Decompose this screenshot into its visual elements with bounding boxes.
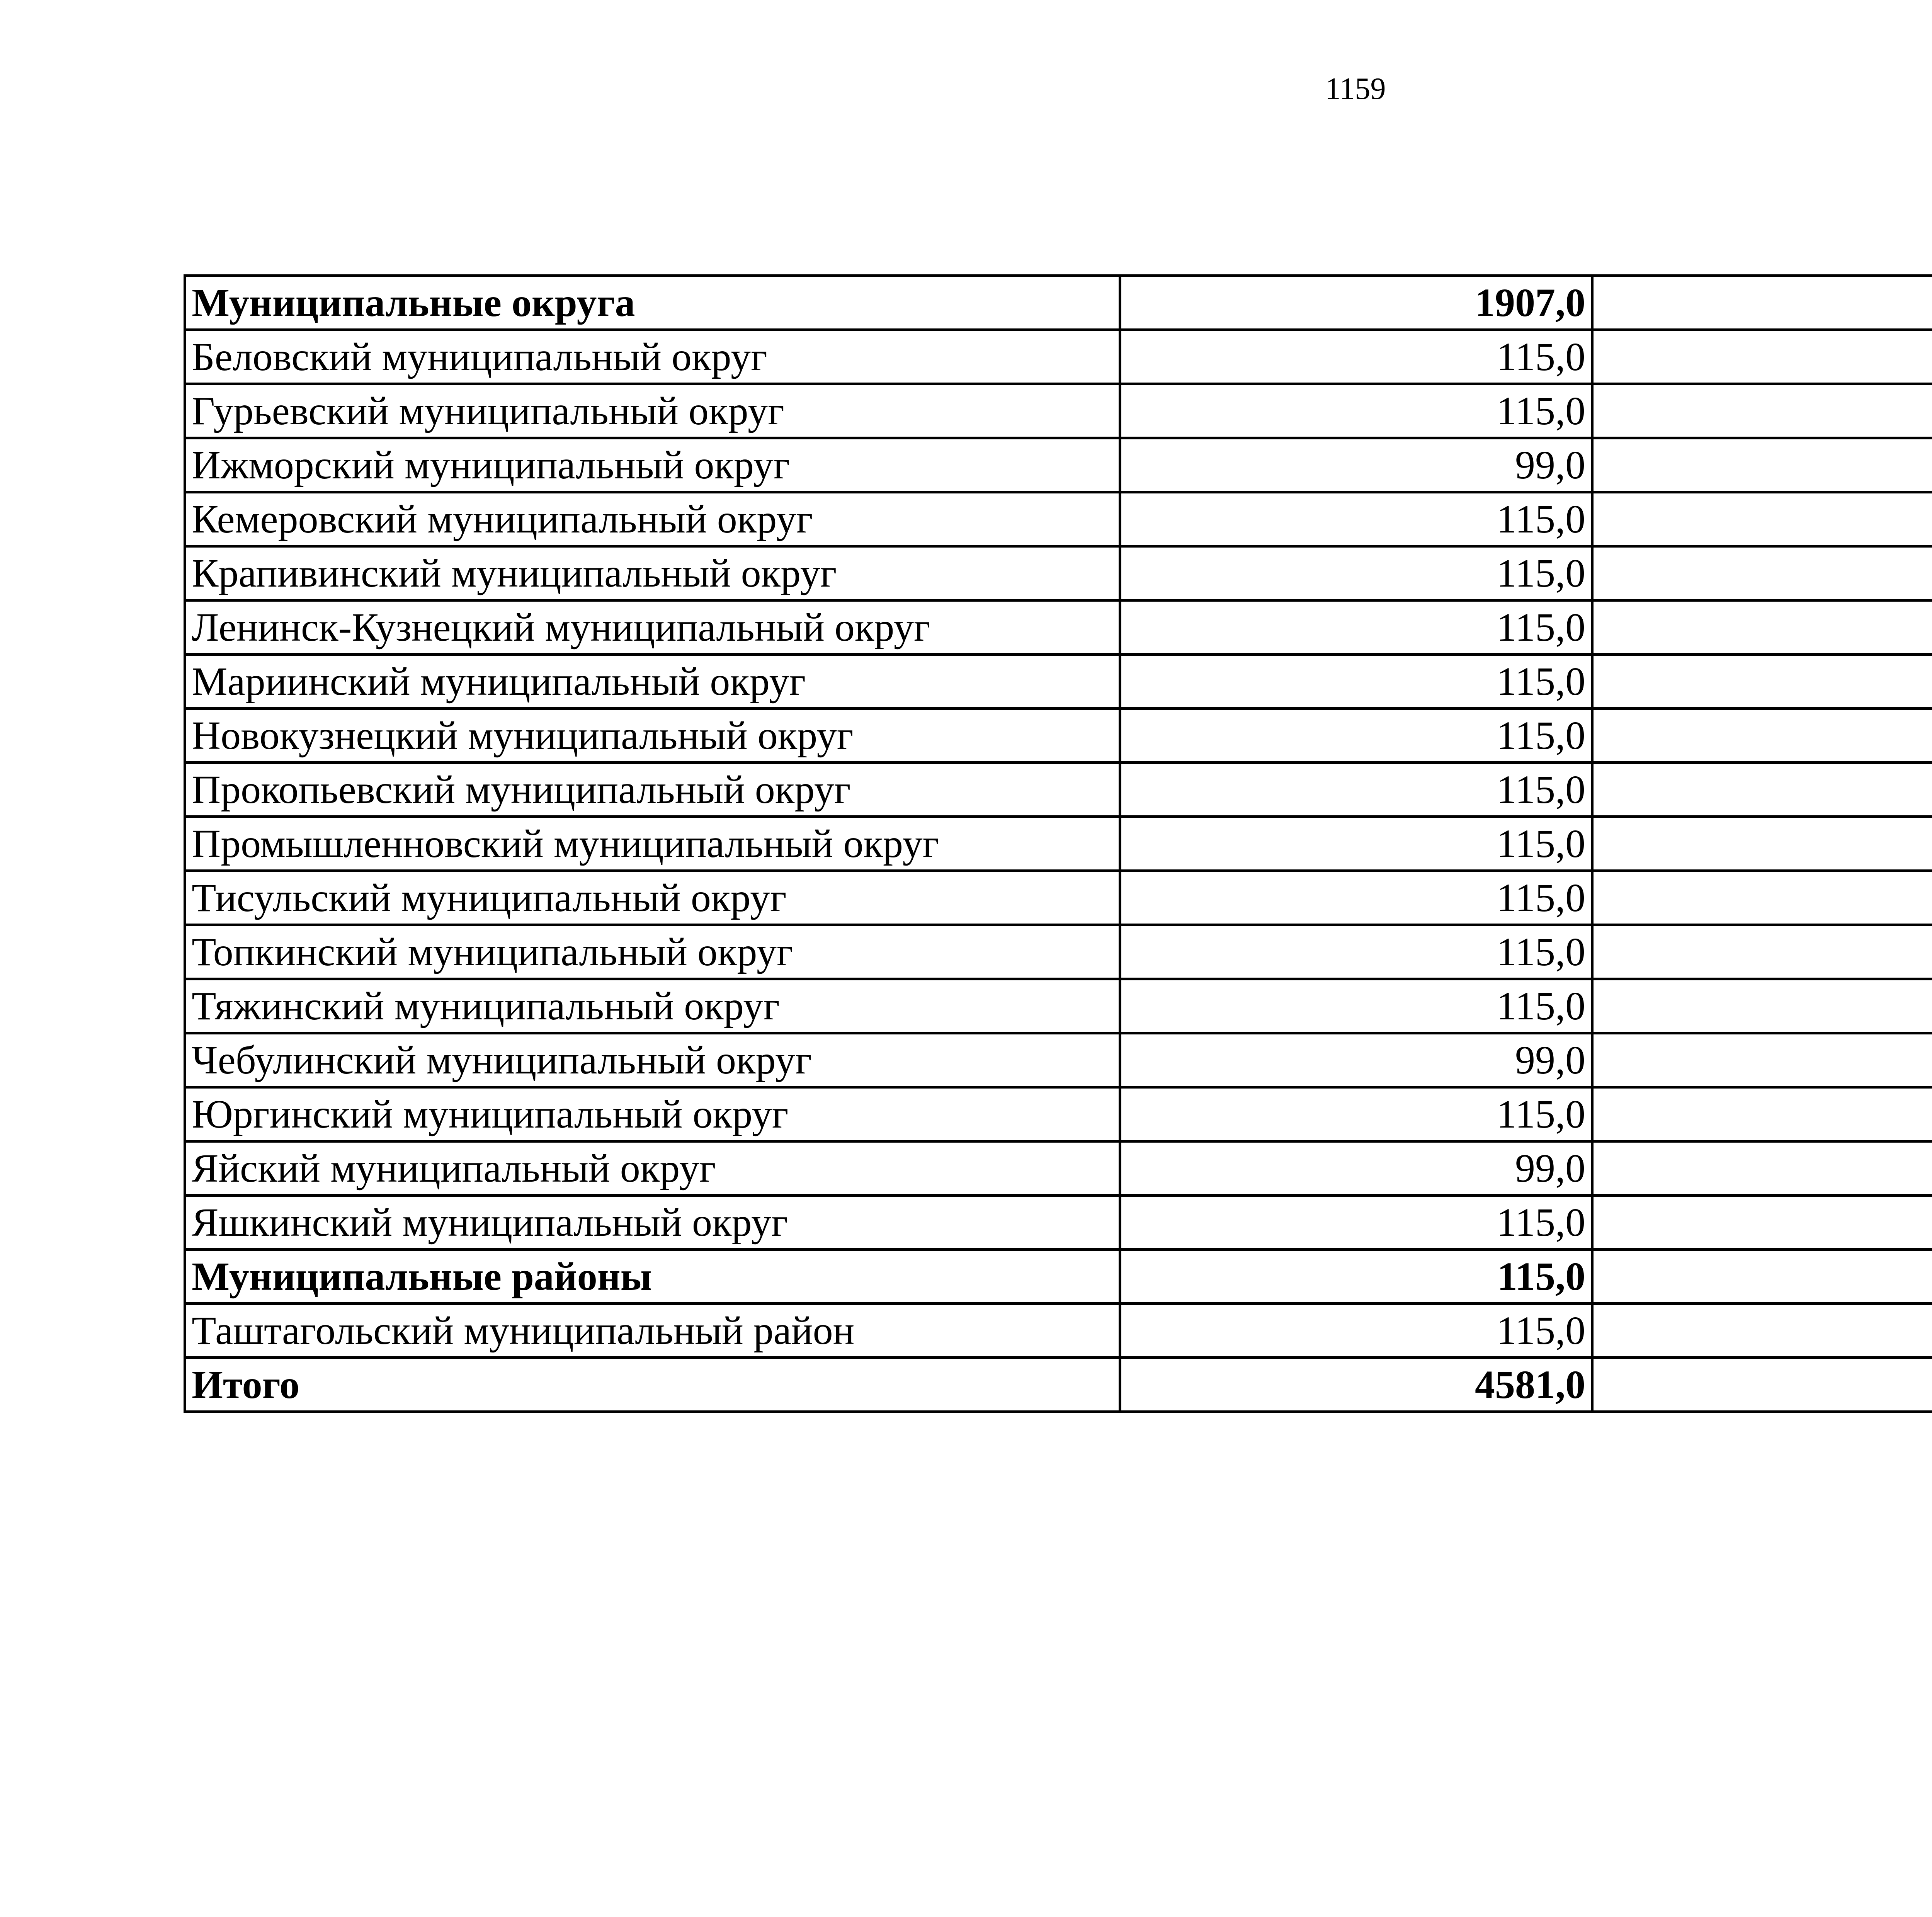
table-row (185, 1304, 1932, 1358)
table-group-row (185, 1358, 1932, 1412)
table-row (185, 330, 1932, 384)
value-cell-2 (1592, 817, 1932, 871)
value-cell-2 (1592, 709, 1932, 763)
value-cell-1: 115,0 (1120, 1304, 1592, 1358)
value-cell-2 (1592, 655, 1932, 709)
value-cell-1: 1907,0 (1120, 276, 1592, 330)
row-label-cell: Кемеровский муниципальный округ (185, 492, 1120, 546)
table-row (185, 1141, 1932, 1196)
row-label-cell: Юргинский муниципальный округ (185, 1087, 1120, 1141)
table-body (185, 276, 1932, 1412)
page-number: 1159 (1325, 72, 1386, 106)
value-cell-1: 115,0 (1120, 817, 1592, 871)
table-row (185, 492, 1932, 546)
value-cell-2 (1592, 763, 1932, 817)
row-label-cell: Яшкинский муниципальный округ (185, 1196, 1120, 1250)
table-row (185, 925, 1932, 979)
row-label-cell: Итого (185, 1358, 1120, 1412)
value-cell-1: 115,0 (1120, 655, 1592, 709)
row-label-cell: Промышленновский муниципальный округ (185, 817, 1120, 871)
value-cell-2 (1592, 330, 1932, 384)
value-cell-1: 115,0 (1120, 979, 1592, 1033)
value-cell-2 (1592, 438, 1932, 492)
row-label-cell: Крапивинский муниципальный округ (185, 546, 1120, 600)
value-cell-1: 99,0 (1120, 1033, 1592, 1087)
value-cell-2 (1592, 276, 1932, 330)
row-label-cell: Ижморский муниципальный округ (185, 438, 1120, 492)
row-label-cell: Таштагольский муниципальный район (185, 1304, 1120, 1358)
table-row (185, 438, 1932, 492)
value-cell-1: 115,0 (1120, 492, 1592, 546)
value-cell-2 (1592, 1087, 1932, 1141)
value-cell-2 (1592, 979, 1932, 1033)
table-group-row (185, 1250, 1932, 1304)
value-cell-1: 115,0 (1120, 600, 1592, 655)
table-group-row (185, 276, 1932, 330)
value-cell-1: 115,0 (1120, 709, 1592, 763)
row-label-cell: Муниципальные районы (185, 1250, 1120, 1304)
row-label-cell: Тисульский муниципальный округ (185, 871, 1120, 925)
value-cell-2 (1592, 384, 1932, 438)
row-label-cell: Новокузнецкий муниципальный округ (185, 709, 1120, 763)
table-row (185, 1196, 1932, 1250)
value-cell-1: 115,0 (1120, 763, 1592, 817)
value-cell-1: 99,0 (1120, 1141, 1592, 1196)
row-label-cell: Прокопьевский муниципальный округ (185, 763, 1120, 817)
row-label-cell: Тяжинский муниципальный округ (185, 979, 1120, 1033)
value-cell-2 (1592, 1196, 1932, 1250)
value-cell-1: 115,0 (1120, 330, 1592, 384)
row-label-cell: Яйский муниципальный округ (185, 1141, 1120, 1196)
table-row (185, 546, 1932, 600)
value-cell-2 (1592, 1033, 1932, 1087)
table-row (185, 1033, 1932, 1087)
value-cell-2 (1592, 1304, 1932, 1358)
table-row (185, 384, 1932, 438)
value-cell-2 (1592, 600, 1932, 655)
value-cell-2 (1592, 925, 1932, 979)
row-label-cell: Чебулинский муниципальный округ (185, 1033, 1120, 1087)
row-label-cell: Ленинск-Кузнецкий муниципальный округ (185, 600, 1120, 655)
table-row (185, 817, 1932, 871)
value-cell-2 (1592, 546, 1932, 600)
value-cell-1: 99,0 (1120, 438, 1592, 492)
value-cell-1: 115,0 (1120, 1087, 1592, 1141)
table-row (185, 979, 1932, 1033)
value-cell-1: 115,0 (1120, 546, 1592, 600)
table-row (185, 1087, 1932, 1141)
row-label-cell: Гурьевский муниципальный округ (185, 384, 1120, 438)
value-cell-1: 115,0 (1120, 925, 1592, 979)
row-label-cell: Муниципальные округа (185, 276, 1120, 330)
value-cell-1: 115,0 (1120, 1250, 1592, 1304)
value-cell-1: 115,0 (1120, 1196, 1592, 1250)
table-row (185, 763, 1932, 817)
value-cell-1: 115,0 (1120, 384, 1592, 438)
row-label-cell: Топкинский муниципальный округ (185, 925, 1120, 979)
value-cell-2 (1592, 871, 1932, 925)
table-row (185, 655, 1932, 709)
allocation-table (184, 274, 1932, 1413)
value-cell-2 (1592, 1358, 1932, 1412)
value-cell-2 (1592, 492, 1932, 546)
row-label-cell: Мариинский муниципальный округ (185, 655, 1120, 709)
value-cell-1: 4581,0 (1120, 1358, 1592, 1412)
table-row (185, 709, 1932, 763)
value-cell-1: 115,0 (1120, 871, 1592, 925)
row-label-cell: Беловский муниципальный округ (185, 330, 1120, 384)
table-row (185, 871, 1932, 925)
value-cell-2 (1592, 1250, 1932, 1304)
value-cell-2 (1592, 1141, 1932, 1196)
table-row (185, 600, 1932, 655)
